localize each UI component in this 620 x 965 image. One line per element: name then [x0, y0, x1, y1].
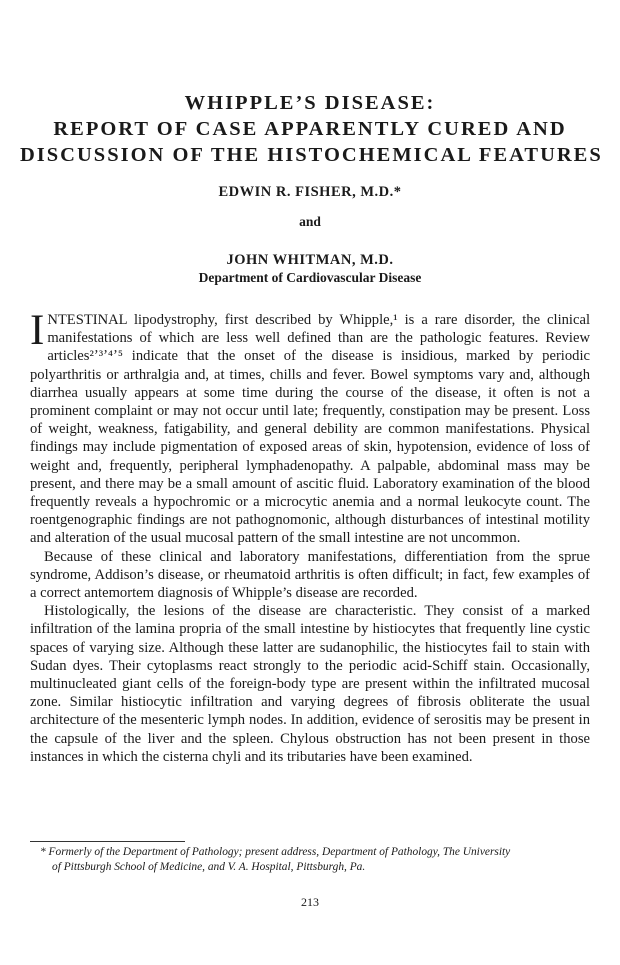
article-body [30, 307, 590, 766]
drop-cap: I [30, 307, 45, 354]
paragraph-1-text: NTESTINAL lipodystrophy, first described by Whipple,¹ is a rare disorder, the clinical manifestations of which are less well defined than are the pathologic features. Review articles²ʼ³ʼ⁴ʼ⁵ indicate that the onset of the disease is insidious, marked by periodic polyarthritis or arthralgia and, at times, chills and fever. Bowel symptoms vary and, although diarrhea usually appears at some time during the course of the disease, it often is not a prominent complaint or may not occur until late; frequently, constipation may be present. Loss of weight, weakness, fatigability, and general debility are common manifestations. Physical findings may include pigmentation of exposed areas of skin, hypotension, evidence of loss of weight and, frequently, peripheral lymphadenopathy. A palpable, abdominal mass may be present, and there may be a small amount of ascitic fluid. Laboratory examination of the blood frequently reveals a hypochromic or a microcytic anemia and a normal leukocyte count. The roentgenographic findings are not pathognomonic, although disturbances of intestinal motility and alteration of the usual mucosal pattern of the small intestine are not uncommon. [30, 312, 590, 547]
article-title [20, 90, 603, 168]
footnote [40, 845, 590, 875]
paragraph-3: Histologically, the lesions of the disease are characteristic. They consist of a marked infiltration of the lamina propria of the small intestine by histiocytes that frequently line cystic spaces of varying size. Although these latter are sudanophilic, the histiocytes fail to stain with Sudan dyes. Their cytoplasms react strongly to the periodic acid-Schiff stain. Occasionally, multinucleated giant cells of the foreign-body type are present within the infiltrated mucosal zone. Similar histiocytic infiltration and varying degrees of fibrosis obliterate the usual architecture of the mesenteric lymph nodes. In addition, evidence of serositis may be present in the capsule of the liver and the spleen. Chylous obstruction has not been present in those instances in which the cisterna chyli and its tributaries have been examined. [30, 603, 590, 765]
title-line-1: WHIPPLE’S DISEASE: [184, 92, 436, 114]
title-line-2: REPORT OF CASE APPARENTLY CURED AND [53, 118, 567, 140]
author-2: JOHN WHITMAN, M.D. [226, 252, 394, 268]
author-block [20, 183, 600, 287]
author-conjunction: and [299, 214, 321, 229]
paragraph-2: Because of these clinical and laboratory manifestations, differentiation from the sprue syndrome, Addison’s disease, or rheumatoid arthritis is often difficult; in fact, few examples of a correct antemortem diagnosis of Whipple’s disease are recorded. [30, 548, 590, 602]
author-department: Department of Cardiovascular Disease [198, 270, 422, 285]
footnote-divider [30, 841, 185, 842]
title-line-3: DISCUSSION OF THE HISTOCHEMICAL FEATURES [20, 144, 603, 166]
footnote-line-2: of Pittsburgh School of Medicine, and V. A. Hospital, Pittsburgh, Pa. [52, 861, 366, 873]
page-number: 213 [301, 895, 319, 909]
author-1: EDWIN R. FISHER, M.D.* [218, 184, 402, 200]
paragraph-1 [30, 307, 590, 548]
footnote-line-1: * Formerly of the Department of Pathology; present address, Department of Pathology, The University [40, 846, 511, 858]
